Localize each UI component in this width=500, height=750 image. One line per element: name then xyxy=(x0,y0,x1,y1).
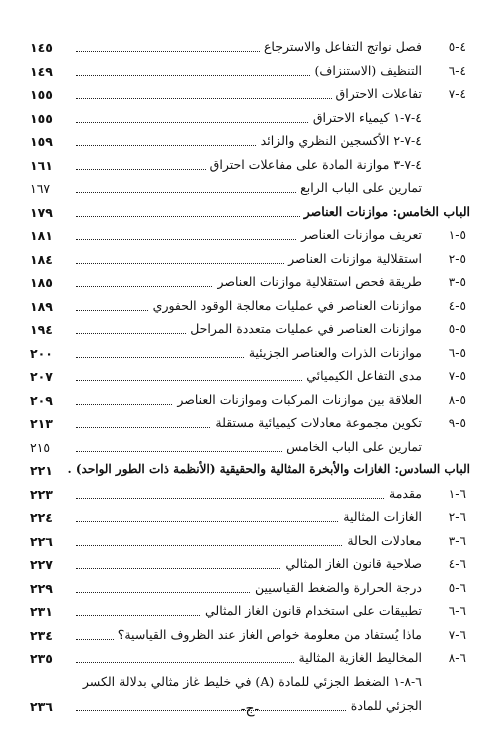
toc-entry-number: ٦-٧ xyxy=(448,627,466,642)
toc-entry-page: ٢٢٩ xyxy=(30,580,53,596)
toc-entry-title: موازنات العناصر في عمليات معالجة الوقود الحفوري xyxy=(149,298,422,313)
toc-entry-title: الغازات المثالية xyxy=(339,509,422,524)
toc-entry-page: ١٥٥ xyxy=(30,110,53,126)
toc-entry-page: ٢٠٠ xyxy=(30,345,53,361)
toc-entry xyxy=(30,555,470,579)
toc-entry-number: ٦-٢ xyxy=(448,510,466,524)
toc-entry-page: ٢٣١ xyxy=(30,604,53,619)
toc-entry xyxy=(30,367,470,391)
toc-entry-title: تمارين على الباب الخامس xyxy=(282,439,422,454)
toc-entry-title: مدى التفاعل الكيميائي xyxy=(302,368,422,383)
toc-entry-page: ٢٣٤ xyxy=(30,627,53,643)
table-of-contents xyxy=(30,38,470,721)
toc-entry-title: تمارين على الباب الرابع xyxy=(296,180,422,195)
toc-entry-title: الباب الخامس: موازنات العناصر xyxy=(300,204,470,219)
toc-entry-title: التنظيف (الاستنزاف) xyxy=(311,63,422,78)
toc-entry-number: ٥-٢ xyxy=(448,251,466,266)
toc-entry-title: مقدمة xyxy=(385,486,422,501)
toc-entry-title: درجة الحرارة والضغط القياسيين xyxy=(251,580,422,595)
toc-entry-page: ١٥٥ xyxy=(30,87,53,102)
toc-entry-page: ٢١٥ xyxy=(30,439,51,455)
toc-entry-number: ٥-٣ xyxy=(448,275,466,289)
toc-entry-page: ٢٣٦ xyxy=(30,698,53,714)
toc-entry xyxy=(30,461,470,485)
toc-entry xyxy=(30,485,470,509)
toc-entry xyxy=(30,626,470,650)
toc-entry xyxy=(30,344,470,368)
toc-entry xyxy=(30,85,470,109)
toc-entry-title: ماذا يُستفاد من معلومة خواص الغاز عند الظروف القياسية؟ xyxy=(114,627,422,642)
toc-entry xyxy=(30,179,470,203)
toc-entry-number: ٥-١ xyxy=(448,228,466,242)
toc-entry-number: ٦-٣ xyxy=(448,533,466,548)
toc-entry-title: تعريف موازنات العناصر xyxy=(297,227,422,242)
toc-entry-number: ٥-٤ xyxy=(448,298,466,313)
toc-entry-number: ٤-٧ xyxy=(448,87,466,101)
toc-entry xyxy=(30,226,470,250)
toc-entry-title: تطبيقات على استخدام قانون الغاز المثالي xyxy=(201,603,422,618)
toc-entry xyxy=(30,414,470,438)
toc-entry xyxy=(30,38,470,62)
toc-entry xyxy=(30,62,470,86)
toc-entry-page: ٢٠٩ xyxy=(30,392,53,408)
toc-entry xyxy=(30,273,470,297)
toc-entry-page: ١٥٩ xyxy=(30,134,53,149)
dot-leader xyxy=(76,498,410,499)
toc-entry-title: صلاحية قانون الغاز المثالي xyxy=(281,556,422,571)
toc-entry-page: ١٨١ xyxy=(30,228,53,243)
toc-entry-page: ٢٢٦ xyxy=(30,533,53,549)
toc-entry-number: ٦-٤ xyxy=(448,557,466,571)
toc-entry xyxy=(30,297,470,321)
toc-entry-page: ٢٠٧ xyxy=(30,369,53,384)
toc-entry-number: ٦-١ xyxy=(448,486,466,501)
toc-entry-page: ١٨٩ xyxy=(30,298,53,314)
toc-entry xyxy=(30,156,470,180)
toc-entry-title: معادلات الحالة xyxy=(343,533,422,548)
toc-entry-page: ١٦١ xyxy=(30,157,53,173)
toc-entry-title: استقلالية موازنات العناصر xyxy=(284,251,422,266)
toc-entry-number: ٥-٧ xyxy=(448,369,466,383)
toc-entry-number: ٦-٥ xyxy=(448,580,466,595)
toc-entry-number: ٥-٦ xyxy=(448,345,466,360)
toc-entry-page: ٢٢٧ xyxy=(30,557,53,572)
toc-entry-title: فصل نواتج التفاعل والاسترجاع xyxy=(260,39,422,54)
toc-entry-number: ٥-٨ xyxy=(448,392,466,407)
toc-entry-title: موازنات الذرات والعناصر الجزيئية xyxy=(245,345,422,360)
toc-entry xyxy=(30,391,470,415)
toc-entry-page: ٢٢٣ xyxy=(30,486,53,502)
toc-entry-number: ٥-٥ xyxy=(448,322,466,336)
toc-entry-page: ١٦٧ xyxy=(30,181,51,196)
toc-entry-title: تفاعلات الاحتراق xyxy=(332,86,422,101)
toc-entry-title: موازنات العناصر في عمليات متعددة المراحل xyxy=(186,321,422,336)
toc-entry xyxy=(30,508,470,532)
toc-entry-number: ٤-٦ xyxy=(448,63,466,78)
toc-entry-number: ٦-٨ xyxy=(448,651,466,665)
toc-entry-number: ٥-٩ xyxy=(448,416,466,430)
toc-entry xyxy=(30,579,470,603)
toc-entry xyxy=(30,602,470,626)
toc-entry xyxy=(30,250,470,274)
toc-entry xyxy=(30,203,470,227)
toc-entry-title: ٤-٧-٢ الأكسجين النظري والزائد xyxy=(257,133,422,148)
toc-entry xyxy=(30,132,470,156)
page-footer: -ج- xyxy=(240,701,260,717)
toc-entry-page: ٢٢٤ xyxy=(30,510,53,525)
toc-entry-page: ١٨٤ xyxy=(30,251,53,267)
toc-entry-page: ٢١٣ xyxy=(30,416,53,431)
toc-entry-page: ٢٢١ xyxy=(30,463,53,478)
toc-entry xyxy=(30,320,470,344)
toc-entry-title: طريقة فحص استقلالية موازنات العناصر xyxy=(213,274,422,289)
toc-entry-page: ٢٣٥ xyxy=(30,651,53,666)
toc-entry-page: ١٨٥ xyxy=(30,275,53,290)
toc-entry-page: ١٩٤ xyxy=(30,322,53,337)
toc-entry xyxy=(30,109,470,133)
toc-entry-page: ١٤٥ xyxy=(30,40,53,55)
toc-entry-page: ١٧٩ xyxy=(30,204,53,220)
toc-entry xyxy=(30,438,470,462)
toc-entry-number: ٤-٥ xyxy=(448,40,466,54)
toc-entry-title: العلاقة بين موازنات المركبات وموازنات العناصر xyxy=(173,392,422,407)
toc-entry-title: تكوين مجموعة معادلات كيميائية مستقلة xyxy=(211,415,422,430)
toc-entry xyxy=(30,649,470,673)
toc-entry-title-continued: الجزئي للمادة xyxy=(347,698,422,713)
toc-entry-title: المخاليط الغازية المثالية xyxy=(295,650,423,665)
toc-entry-title: ٤-٧-٣ موازنة المادة على مفاعلات احتراق xyxy=(206,157,422,172)
toc-entry-number: ٦-٦ xyxy=(448,604,466,618)
toc-entry-title: الباب السادس: الغازات والأبخرة المثالية والحقيقية (الأنظمة ذات الطور الواحد) . xyxy=(63,462,470,476)
toc-entry-page: ١٤٩ xyxy=(30,63,53,79)
toc-entry-title: ٦-٨-١ الضغط الجزئي للمادة (A) في خليط غاز مثالي بدلالة الكسر xyxy=(79,674,422,689)
toc-entry xyxy=(30,532,470,556)
toc-entry-title: ٤-٧-١ كيمياء الاحتراق xyxy=(309,110,422,125)
